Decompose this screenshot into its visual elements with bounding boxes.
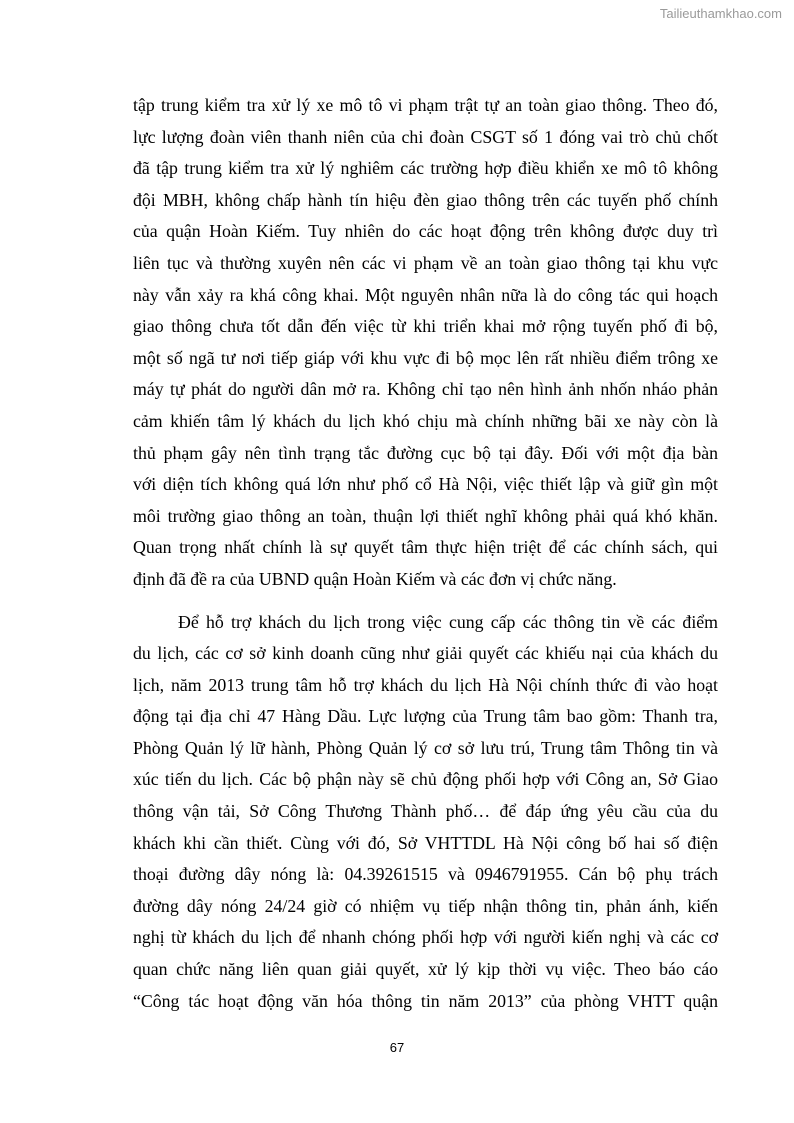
text-line: Để hỗ trợ khách du lịch trong việc cung cấp các thông tin về các điểm xyxy=(178,611,718,632)
page-number: 67 xyxy=(389,1040,405,1055)
text-line: một số ngã tư nơi tiếp giáp với khu vực đi bộ mọc lên rất nhiều điểm trông xe xyxy=(133,347,718,368)
text-line: thủ phạm gây nên tình trạng tắc đường cục bộ tại đây. Đối với một địa bàn xyxy=(133,442,718,463)
text-line: “Công tác hoạt động văn hóa thông tin năm 2013” của phòng VHTT quận xyxy=(133,990,718,1011)
text-line: khách khi cần thiết. Cùng với đó, Sở VHTTDL Hà Nội công bố hai số điện xyxy=(133,832,718,853)
text-line: xúc tiến du lịch. Các bộ phận này sẽ chủ động phối hợp với Công an, Sở Giao xyxy=(133,769,718,790)
text-line: tập trung kiểm tra xử lý xe mô tô vi phạm trật tự an toàn giao thông. Theo đó, xyxy=(133,95,718,115)
text-line: đội MBH, không chấp hành tín hiệu đèn giao thông trên các tuyến phố chính xyxy=(133,189,718,210)
paragraph-1 xyxy=(133,90,718,596)
text-line: đường dây nóng 24/24 giờ có nhiệm vụ tiếp nhận thông tin, phản ánh, kiến xyxy=(133,895,718,916)
text-line: định đã đề ra của UBND quận Hoàn Kiếm và các đơn vị chức năng. xyxy=(133,568,617,589)
text-line: với diện tích không quá lớn như phố cổ Hà Nội, việc thiết lập và giữ gìn một xyxy=(133,474,718,495)
text-line: du lịch, các cơ sở kinh doanh cũng như giải quyết các khiếu nại của khách du xyxy=(133,643,718,664)
text-line: của quận Hoàn Kiếm. Tuy nhiên do các hoạt động trên không được duy trì xyxy=(133,221,718,242)
text-line: giao thông chưa tốt dẫn đến việc từ khi triển khai mở rộng tuyến phố đi bộ, xyxy=(133,316,718,337)
text-line: môi trường giao thông an toàn, thuận lợi thiết nghĩ không phải quá khó khăn. xyxy=(133,505,718,526)
text-line: thông vận tải, Sở Công Thương Thành phố… để đáp ứng yêu cầu của du xyxy=(133,801,718,822)
text-line: lực lượng đoàn viên thanh niên của chi đoàn CSGT số 1 đóng vai trò chủ chốt xyxy=(133,126,718,147)
text-line: này vẫn xảy ra khá công khai. Một nguyên nhân nữa là do công tác qui hoạch xyxy=(133,284,718,305)
text-line: quan chức năng liên quan giải quyết, xử lý kịp thời vụ việc. Theo báo cáo xyxy=(133,959,718,980)
text-line: đã tập trung kiểm tra xử lý nghiêm các trường hợp điều khiển xe mô tô không xyxy=(133,158,718,179)
paragraph-2 xyxy=(133,607,718,1018)
text-line: cảm khiến tâm lý khách du lịch khó chịu mà chính những bãi xe này còn là xyxy=(133,410,718,431)
text-line: Phòng Quản lý lữ hành, Phòng Quản lý cơ sở lưu trú, Trung tâm Thông tin và xyxy=(133,737,718,758)
text-line: nghị từ khách du lịch để nhanh chóng phối hợp với người kiến nghị và các cơ xyxy=(133,927,718,948)
text-line: liên tục và thường xuyên nên các vi phạm về an toàn giao thông tại khu vực xyxy=(133,252,718,273)
text-line: thoại đường dây nóng là: 04.39261515 và 0946791955. Cán bộ phụ trách xyxy=(133,864,718,885)
text-line: Quan trọng nhất chính là sự quyết tâm thực hiện triệt để các chính sách, qui xyxy=(133,537,718,558)
document-body xyxy=(133,90,718,1017)
text-line: động tại địa chỉ 47 Hàng Dầu. Lực lượng của Trung tâm bao gồm: Thanh tra, xyxy=(133,706,718,727)
watermark: Tailieuthamkhao.com xyxy=(659,6,782,21)
text-line: máy tự phát do người dân mở ra. Không chỉ tạo nên hình ảnh nhốn nháo phản xyxy=(133,379,718,400)
text-line: lịch, năm 2013 trung tâm hỗ trợ khách du lịch Hà Nội chính thức đi vào hoạt xyxy=(133,674,718,695)
